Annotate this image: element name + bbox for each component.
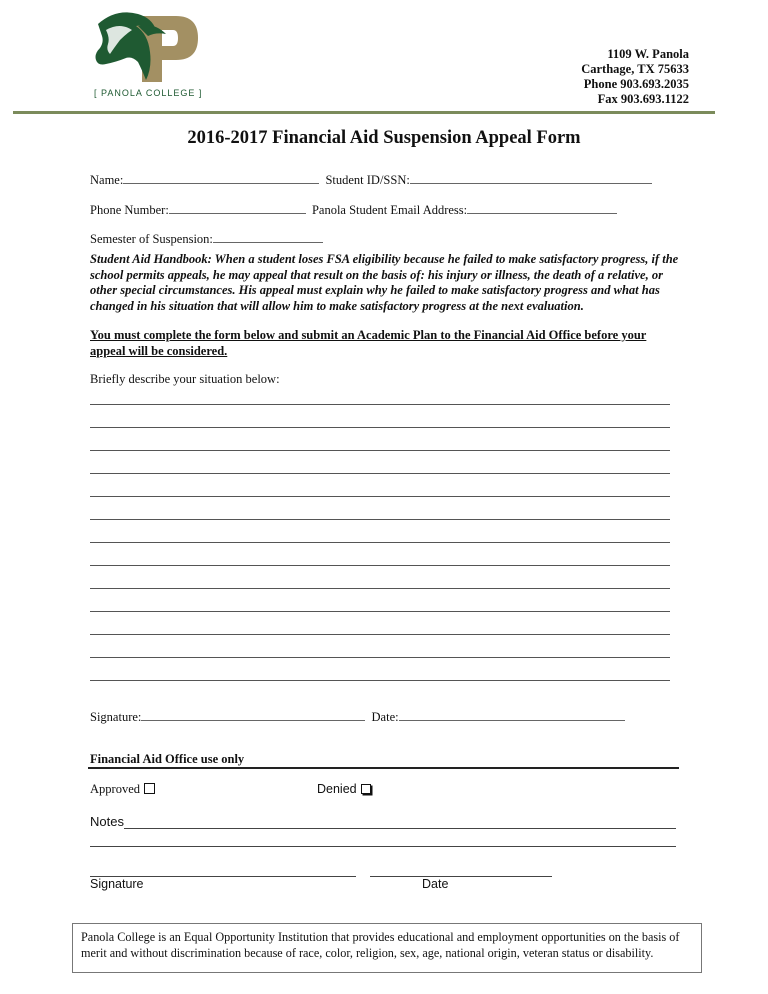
name-label: Name: [90, 173, 124, 187]
horse-head-logo-icon [76, 0, 206, 104]
situation-line-11[interactable] [90, 634, 670, 635]
semester-label: Semester of Suspension: [90, 232, 213, 246]
row-signature-date [90, 708, 628, 725]
situation-line-5[interactable] [90, 496, 670, 497]
signature-label: Signature: [90, 710, 142, 724]
date-label: Date: [371, 710, 399, 724]
row-phone-email [90, 201, 620, 218]
office-date-label: Date [422, 877, 449, 891]
phone-label: Phone Number: [90, 203, 169, 217]
situation-line-2[interactable] [90, 427, 670, 428]
situation-line-9[interactable] [90, 588, 670, 589]
address-street: 1109 W. Panola [607, 47, 689, 61]
notes-line-2[interactable] [90, 846, 676, 847]
student-id-label: Student ID/SSN: [325, 173, 410, 187]
panola-college-logo [76, 0, 206, 104]
situation-line-1[interactable] [90, 404, 670, 405]
email-field[interactable] [467, 201, 617, 214]
situation-line-3[interactable] [90, 450, 670, 451]
student-id-field[interactable] [410, 171, 652, 184]
eo-text: Panola College is an Equal Opportunity Institution that provides educational and employment opportunities on the basis of merit and without discrimination because of race, color, religion, sex, age, national origin, veteran status or disability. [81, 930, 680, 960]
approved-checkbox-icon[interactable] [144, 783, 155, 794]
situation-line-8[interactable] [90, 565, 670, 566]
address-fax: Fax 903.693.1122 [597, 92, 689, 106]
situation-line-10[interactable] [90, 611, 670, 612]
handbook-excerpt: Student Aid Handbook: When a student loses FSA eligibility because he failed to make satisfactory progress, if the school permits appeals, he may appeal that result on the basis of: his injury or illness, the death of a relative, or other special circumstances. His appeal must explain why he failed to make satisfactory progress and what has changed in his situation that will allow him to make satisfactory progress at the next evaluation. [90, 252, 679, 313]
name-field[interactable] [123, 171, 319, 184]
denied-label: Denied [317, 782, 357, 796]
form-title: 2016-2017 Financial Aid Suspension Appeal Form [187, 128, 581, 148]
date-field[interactable] [399, 708, 625, 721]
semester-field[interactable] [213, 230, 323, 243]
notes-line-1[interactable] [124, 828, 676, 829]
denied-checkbox-icon[interactable] [361, 784, 371, 794]
college-address [581, 47, 689, 107]
svg-text:[ PANOLA COLLEGE ]: [ PANOLA COLLEGE ] [94, 88, 203, 98]
row-name-id [90, 171, 655, 188]
office-use-title: Financial Aid Office use only [90, 752, 245, 766]
phone-field[interactable] [169, 201, 306, 214]
situation-line-7[interactable] [90, 542, 670, 543]
header-divider [13, 111, 715, 114]
describe-label: Briefly describe your situation below: [90, 372, 280, 386]
row-semester [90, 230, 326, 247]
approved-option[interactable] [90, 782, 155, 797]
situation-line-6[interactable] [90, 519, 670, 520]
signature-field[interactable] [141, 708, 365, 721]
office-date-line[interactable] [370, 876, 552, 877]
address-city: Carthage, TX 75633 [581, 62, 689, 76]
office-use-divider [88, 767, 679, 769]
situation-line-12[interactable] [90, 657, 670, 658]
situation-line-4[interactable] [90, 473, 670, 474]
requirement-notice: You must complete the form below and submit an Academic Plan to the Financial Aid Office before your appeal will be considered. [90, 328, 647, 358]
approved-label: Approved [90, 782, 140, 796]
email-label: Panola Student Email Address: [311, 203, 468, 217]
office-signature-label: Signature [90, 877, 144, 891]
notes-label: Notes [90, 814, 124, 829]
denied-option[interactable] [317, 782, 371, 796]
situation-line-13[interactable] [90, 680, 670, 681]
equal-opportunity-statement [72, 923, 702, 973]
address-phone: Phone 903.693.2035 [583, 77, 689, 91]
